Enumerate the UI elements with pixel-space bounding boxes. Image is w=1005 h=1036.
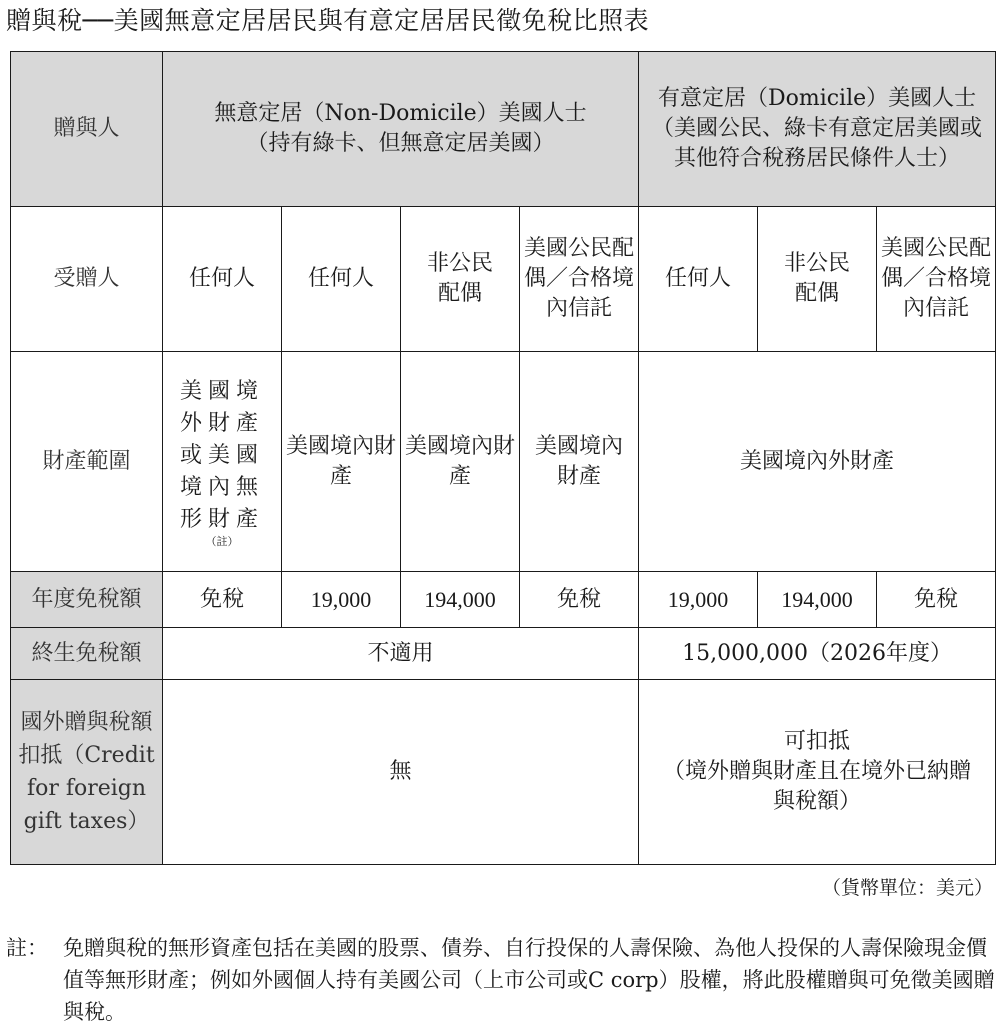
table-row-recipient <box>11 207 996 352</box>
page-title: 贈與稅──美國無意定居居民與有意定居居民徵免稅比照表 <box>6 6 650 35</box>
annual-exclusion-cell: 19,000 <box>639 572 758 628</box>
foreign-credit-domicile <box>639 680 996 865</box>
annual-exclusion-cell: 免稅 <box>520 572 639 628</box>
row-label-foreign-credit: 國外贈與稅額扣抵（Credit for foreign gift taxes） <box>11 680 163 865</box>
property-scope-col4: 美國境內財產 <box>520 352 639 572</box>
recipient-cell: 任何人 <box>163 207 282 352</box>
property-scope-col1 <box>163 352 282 572</box>
lifetime-exemption-domicile: 15,000,000（2026年度） <box>639 628 996 680</box>
annual-exclusion-cell: 19,000 <box>282 572 401 628</box>
row-label-annual-exclusion: 年度免稅額 <box>11 572 163 628</box>
donor-domicile: 有意定居（Domicile）美國人士（美國公民、綠卡有意定居美國或其他符合稅務居民條件人士） <box>639 52 996 207</box>
recipient-cell: 美國公民配偶／合格境內信託 <box>520 207 639 352</box>
annual-exclusion-cell: 194,000 <box>401 572 520 628</box>
property-scope-col1-text: 美國境外財產或美國境內無形財產 <box>179 378 264 532</box>
gift-tax-comparison-table <box>10 51 996 865</box>
property-scope-col2: 美國境內財產 <box>282 352 401 572</box>
table-row-lifetime-exemption <box>11 628 996 680</box>
currency-unit-note: （貨幣單位：美元） <box>821 877 993 899</box>
recipient-cell: 美國公民配偶／合格境內信託 <box>877 207 996 352</box>
foreign-credit-domicile-detail: （境外贈與財產且在境外已納贈與稅額） <box>663 759 972 814</box>
table-row-foreign-credit <box>11 680 996 865</box>
footnote <box>6 932 996 1028</box>
row-label-property-scope: 財產範圍 <box>11 352 163 572</box>
foreign-credit-non-domicile: 無 <box>163 680 639 865</box>
table-row-donor <box>11 52 996 207</box>
property-scope-col3: 美國境內財產 <box>401 352 520 572</box>
lifetime-exemption-non-domicile: 不適用 <box>163 628 639 680</box>
note-reference: （註） <box>205 534 239 548</box>
table-row-property-scope <box>11 352 996 572</box>
row-label-donor: 贈與人 <box>11 52 163 207</box>
table-row-annual-exclusion <box>11 572 996 628</box>
annual-exclusion-cell: 194,000 <box>758 572 877 628</box>
annual-exclusion-cell: 免稅 <box>163 572 282 628</box>
recipient-cell: 非公民配偶 <box>401 207 520 352</box>
recipient-cell: 任何人 <box>282 207 401 352</box>
row-label-lifetime-exemption: 終生免稅額 <box>11 628 163 680</box>
annual-exclusion-cell: 免稅 <box>877 572 996 628</box>
property-scope-domicile: 美國境內外財產 <box>639 352 996 572</box>
recipient-cell: 任何人 <box>639 207 758 352</box>
footnote-text: 免贈與稅的無形資產包括在美國的股票、債券、自行投保的人壽保險、為他人投保的人壽保險現金價值等無形財產；例如外國個人持有美國公司（上市公司或C corp）股權，將此股權贈與可免徵美國贈與稅。 <box>63 936 995 1024</box>
row-label-recipient: 受贈人 <box>11 207 163 352</box>
recipient-cell: 非公民配偶 <box>758 207 877 352</box>
foreign-credit-domicile-title: 可扣抵 <box>784 729 851 754</box>
donor-non-domicile: 無意定居（Non-Domicile）美國人士（持有綠卡、但無意定居美國） <box>163 52 639 207</box>
footnote-label: 註： <box>6 936 48 960</box>
